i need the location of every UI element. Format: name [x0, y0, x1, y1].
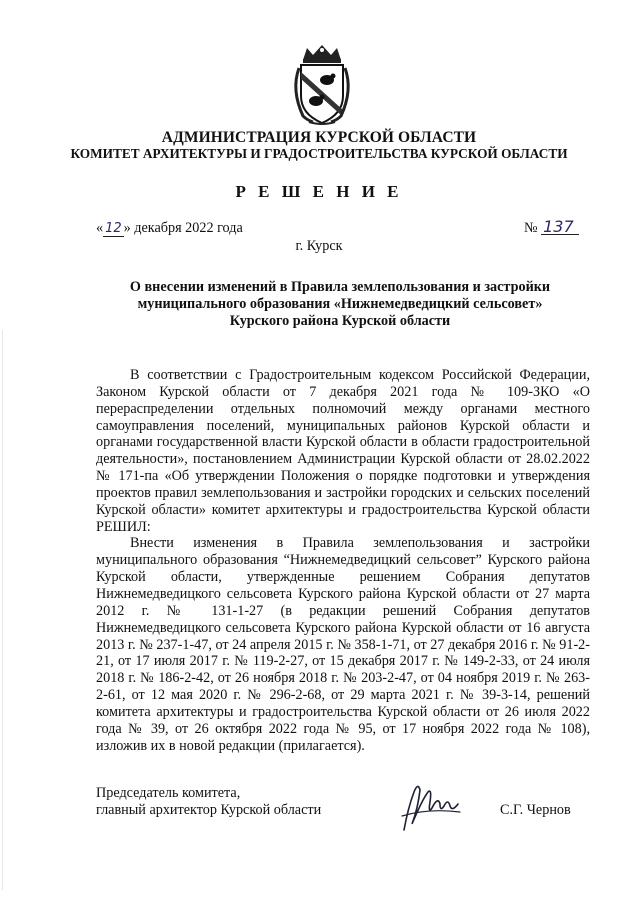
body-paragraph: Внести изменения в Правила землепользования и застройки муниципального образования “Нижнемедведицкий сельсовет” Курского района Курской области, утвержденные решением Собрания депутатов Нижнемедведицкого сельсовета Курского района Курской области от 27 марта 2012 г. № 131-1-27 (в редакции решений Собрания депутатов Нижнемедведицкого сельсовета Курского района Курской области от 16 августа 2013 г. № 237-1-47, от 24 апреля 2015 г. № 358-1-71, от 27 декабря 2016 г. № 91-2-21, от 17 июля 2017 г. № 119-2-27, от 15 декабря 2017 г. № 149-2-33, от 24 июля 2018 г. № 186-2-42, от 26 ноября 2018 г. № 203-2-47, от 04 ноября 2019 г. № 263-2-61, от 12 мая 2020 г. № 296-2-68, от 29 марта 2021 г. № 39-3-14, решений комитета архитектуры и градостроительства Курской области от 26 июля 2022 года № 39, от 26 октября 2022 года № 95, от 17 ноября 2022 года № 108), изложив их в новой редакции (прилагается). — [96, 535, 590, 754]
document-body — [96, 367, 590, 754]
city-line: г. Курск — [295, 238, 343, 254]
position-line: главный архитектор Курской области — [96, 802, 322, 818]
subject-line: муниципального образования «Нижнемедведицкий сельсовет» — [137, 295, 543, 312]
handwritten-day: 12 — [105, 221, 122, 236]
scan-edge-line — [2, 330, 3, 890]
administration-heading: АДМИНИСТРАЦИЯ КУРСКОЙ ОБЛАСТИ — [161, 129, 477, 146]
subject-line: Курского района Курской области — [229, 312, 451, 329]
date-open-quote: « — [96, 220, 104, 236]
signer-name: С.Г. Чернов — [500, 802, 571, 818]
document-type-title: Р Е Ш Е Н И Е — [235, 182, 403, 201]
document-number — [524, 217, 579, 237]
date-month-year: » декабря 2022 года — [123, 220, 243, 236]
subject-heading — [60, 279, 620, 329]
position-line: Председатель комитета, — [96, 785, 241, 801]
coat-of-arms-icon — [289, 44, 355, 126]
number-label: № — [524, 220, 538, 236]
signatory-position — [96, 785, 321, 819]
handwritten-signature — [398, 778, 464, 836]
subject-line: О внесении изменений в Правила землепользования и застройки — [129, 279, 551, 295]
document-date — [96, 220, 243, 237]
body-paragraph: В соответствии с Градостроительным кодексом Российской Федерации, Законом Курской области от 7 декабря 2021 года № 109-ЗКО «О перераспределении отдельных полномочий между органами местного самоуправления поселений, муниципальных районов Курской области и органами государственной власти Курской области в области градостроительной деятельности», постановлением Администрации Курской области от 28.02.2022 № 171-па «Об утверждении Положения о порядке подготовки и утверждения проектов правил землепользования и застройки городских и сельских поселений Курской области» комитет архитектуры и градостроительства Курской области РЕШИЛ: — [96, 367, 590, 535]
committee-heading: КОМИТЕТ АРХИТЕКТУРЫ И ГРАДОСТРОИТЕЛЬСТВА КУРСКОЙ ОБЛАСТИ — [70, 146, 568, 161]
handwritten-number: 137 — [541, 220, 579, 235]
